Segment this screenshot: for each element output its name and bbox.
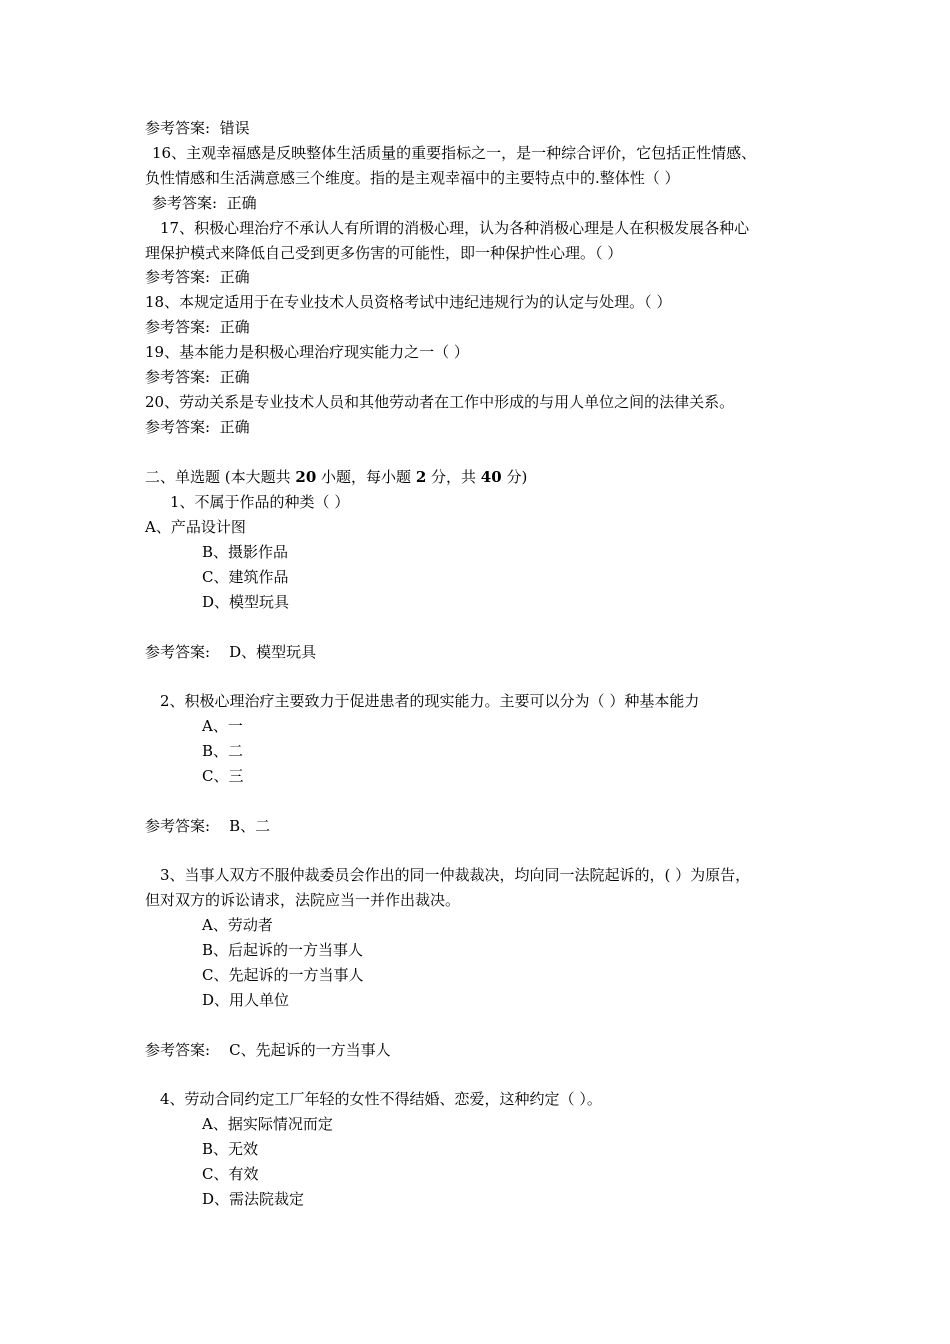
sc-question-2-option-b: B、二 bbox=[202, 742, 244, 760]
answer-label: 参考答案: bbox=[145, 119, 211, 137]
answer-line-20 bbox=[145, 417, 250, 437]
question-count: 20 bbox=[295, 468, 317, 486]
answer-line-18 bbox=[145, 317, 250, 337]
answer-label: 参考答案: bbox=[145, 643, 211, 661]
section-heading-suffix: 分) bbox=[501, 468, 528, 486]
sc-question-4-option-a: A、据实际情况而定 bbox=[202, 1115, 333, 1133]
sc-question-1-option-c: C、建筑作品 bbox=[202, 568, 289, 586]
section-heading-mid1: 小题，每小题 bbox=[316, 468, 416, 486]
answer-value: 正确 bbox=[219, 418, 250, 436]
answer-line-17 bbox=[145, 267, 250, 287]
answer-value: 正确 bbox=[226, 194, 257, 212]
sc-question-2-stem: 2、积极心理治疗主要致力于促进患者的现实能力。主要可以分为（ ）种基本能力 bbox=[160, 692, 700, 710]
question-19: 19、基本能力是积极心理治疗现实能力之一（ ） bbox=[145, 343, 469, 361]
sc-question-1-option-b: B、摄影作品 bbox=[202, 543, 289, 561]
sc-question-3-option-b: B、后起诉的一方当事人 bbox=[202, 941, 364, 959]
answer-value: 正确 bbox=[219, 318, 250, 336]
sc-answer-1 bbox=[145, 642, 316, 662]
answer-label: 参考答案: bbox=[152, 194, 218, 212]
answer-label: 参考答案: bbox=[145, 368, 211, 386]
question-18: 18、本规定适用于在专业技术人员资格考试中违纪违规行为的认定与处理。（ ） bbox=[145, 293, 672, 311]
answer-label: 参考答案: bbox=[145, 817, 211, 835]
sc-question-2-option-c: C、三 bbox=[202, 767, 244, 785]
question-17-line-1: 17、积极心理治疗不承认人有所谓的消极心理，认为各种消极心理是人在积极发展各种心 bbox=[160, 219, 750, 237]
answer-value: B、二 bbox=[229, 817, 271, 835]
sc-question-3-stem-line-1: 3、当事人双方不服仲裁委员会作出的同一仲裁裁决，均向同一法院起诉的，( ）为原告， bbox=[160, 866, 751, 884]
answer-label: 参考答案: bbox=[145, 268, 211, 286]
sc-question-1-option-d: D、模型玩具 bbox=[202, 593, 290, 611]
sc-answer-2 bbox=[145, 816, 270, 836]
sc-question-4-option-c: C、有效 bbox=[202, 1165, 259, 1183]
sc-question-1-stem: 1、不属于作品的种类（ ） bbox=[170, 493, 350, 511]
question-16-line-1: 16、主观幸福感是反映整体生活质量的重要指标之一，是一种综合评价，它包括正性情感、 bbox=[152, 144, 757, 162]
answer-label: 参考答案: bbox=[145, 318, 211, 336]
sc-answer-3 bbox=[145, 1040, 391, 1060]
question-20: 20、劳动关系是专业技术人员和其他劳动者在工作中形成的与用人单位之间的法律关系。 bbox=[145, 393, 735, 411]
answer-label: 参考答案: bbox=[145, 418, 211, 436]
answer-line-16 bbox=[152, 193, 257, 213]
sc-question-3-stem-line-2: 但对双方的诉讼请求，法院应当一并作出裁决。 bbox=[145, 891, 461, 909]
sc-question-1-option-a: A、产品设计图 bbox=[145, 518, 246, 536]
answer-line-19 bbox=[145, 367, 250, 387]
question-17-line-2: 理保护模式来降低自己受到更多伤害的可能性，即一种保护性心理。（ ） bbox=[145, 244, 623, 262]
sc-question-3-option-d: D、用人单位 bbox=[202, 991, 290, 1009]
answer-value: C、先起诉的一方当事人 bbox=[229, 1041, 391, 1059]
points-each: 2 bbox=[415, 468, 427, 486]
section-heading-prefix: 二、单选题 (本大题共 bbox=[145, 468, 296, 486]
question-16-line-2: 负性情感和生活满意感三个维度。指的是主观幸福中的主要特点中的.整体性（ ） bbox=[145, 169, 680, 187]
section-heading bbox=[145, 467, 527, 487]
total-points: 40 bbox=[480, 468, 502, 486]
answer-label: 参考答案: bbox=[145, 1041, 211, 1059]
answer-value: 正确 bbox=[219, 268, 250, 286]
sc-question-4-stem: 4、劳动合同约定工厂年轻的女性不得结婚、恋爱，这种约定（ ）。 bbox=[160, 1090, 602, 1108]
answer-value: 正确 bbox=[219, 368, 250, 386]
sc-question-2-option-a: A、一 bbox=[202, 717, 243, 735]
sc-question-3-option-a: A、劳动者 bbox=[202, 916, 273, 934]
sc-question-3-option-c: C、先起诉的一方当事人 bbox=[202, 966, 364, 984]
answer-line-15 bbox=[145, 118, 250, 138]
answer-value: 错误 bbox=[219, 119, 250, 137]
answer-value: D、模型玩具 bbox=[229, 643, 317, 661]
sc-question-4-option-b: B、无效 bbox=[202, 1140, 259, 1158]
sc-question-4-option-d: D、需法院裁定 bbox=[202, 1190, 305, 1208]
section-heading-mid2: 分，共 bbox=[426, 468, 481, 486]
